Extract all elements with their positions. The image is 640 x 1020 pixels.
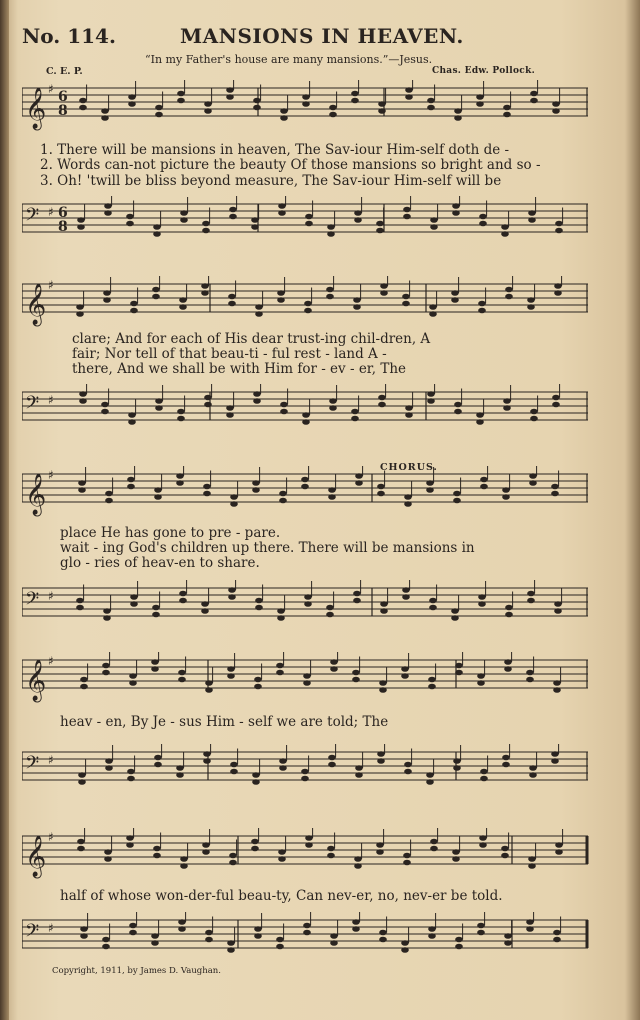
hymn-number: No. 114.	[22, 24, 116, 48]
treble-staff-2	[22, 276, 592, 336]
treble-staff-1	[22, 80, 592, 140]
svg-text:8: 8	[58, 103, 68, 119]
svg-text:♯: ♯	[48, 393, 54, 407]
lyric-s3-v2: wait - ing God's children up there. There will be mansions in	[60, 540, 475, 556]
svg-text:♯: ♯	[48, 82, 54, 96]
svg-text:♯: ♯	[48, 278, 54, 292]
lyric-s5-v1: half of whose won-der-ful beau-ty, Can nev-er, no, nev-er be told.	[60, 888, 503, 904]
treble-staff-5	[22, 828, 592, 888]
svg-text:6: 6	[58, 89, 68, 105]
lyric-s1-v2: 2. Words can-not picture the beauty Of those mansions so bright and so -	[40, 157, 541, 173]
title-row	[22, 24, 622, 54]
book-spine	[0, 0, 9, 1020]
treble-staff-4	[22, 652, 592, 712]
svg-text:♯: ♯	[48, 654, 54, 668]
lyric-s3-v3: glo - ries of heav-en to share.	[60, 555, 260, 571]
copyright-notice: Copyright, 1911, by James D. Vaughan.	[52, 966, 221, 976]
svg-text:𝄞: 𝄞	[25, 284, 47, 325]
lyric-s2-v2: fair; Nor tell of that beau-ti - ful rest - land A -	[72, 346, 387, 362]
svg-text:𝄞: 𝄞	[25, 88, 47, 129]
chorus-label: CHORUS.	[380, 462, 438, 473]
svg-text:♯: ♯	[48, 205, 54, 219]
svg-text:𝄢: 𝄢	[25, 393, 40, 418]
epigraph: “In my Father's house are many mansions.”—Jesus.	[145, 53, 433, 66]
svg-text:𝄞: 𝄞	[25, 660, 47, 701]
bass-staff-5	[22, 912, 592, 972]
bass-staff-1	[22, 196, 592, 256]
bass-staff-3	[22, 580, 592, 640]
svg-text:♯: ♯	[48, 830, 54, 844]
treble-staff-3	[22, 466, 592, 526]
lyric-s3-v1: place He has gone to pre - pare.	[60, 525, 281, 541]
hymn-title: MANSIONS IN HEAVEN.	[180, 24, 464, 48]
svg-text:♯: ♯	[48, 589, 54, 603]
lyric-s4-v1: heav - en, By Je - sus Him - self we are told; The	[60, 714, 389, 730]
svg-text:𝄢: 𝄢	[25, 753, 40, 778]
svg-text:♯: ♯	[48, 921, 54, 935]
svg-text:♯: ♯	[48, 468, 54, 482]
svg-text:8: 8	[58, 219, 68, 235]
svg-text:♯: ♯	[48, 753, 54, 767]
svg-text:𝄢: 𝄢	[25, 921, 40, 946]
music-by: Chas. Edw. Pollock.	[432, 66, 536, 76]
svg-text:𝄢: 𝄢	[25, 589, 40, 614]
bass-staff-4	[22, 744, 592, 804]
svg-text:6: 6	[58, 205, 68, 221]
bass-staff-2	[22, 384, 592, 444]
lyric-s1-v3: 3. Oh! 'twill be bliss beyond measure, The Sav-iour Him-self will be	[40, 173, 502, 189]
svg-text:𝄞: 𝄞	[25, 836, 47, 877]
lyric-s2-v3: there, And we shall be with Him for - ev - er, The	[72, 361, 407, 377]
svg-text:𝄞: 𝄞	[25, 474, 47, 515]
svg-text:𝄢: 𝄢	[25, 205, 40, 230]
words-by: C. E. P.	[46, 66, 83, 77]
lyric-s2-v1: clare; And for each of His dear trust-ing chil-dren, A	[72, 331, 431, 347]
lyric-s1-v1: 1. There will be mansions in heaven, The Sav-iour Him-self doth de -	[40, 142, 510, 158]
